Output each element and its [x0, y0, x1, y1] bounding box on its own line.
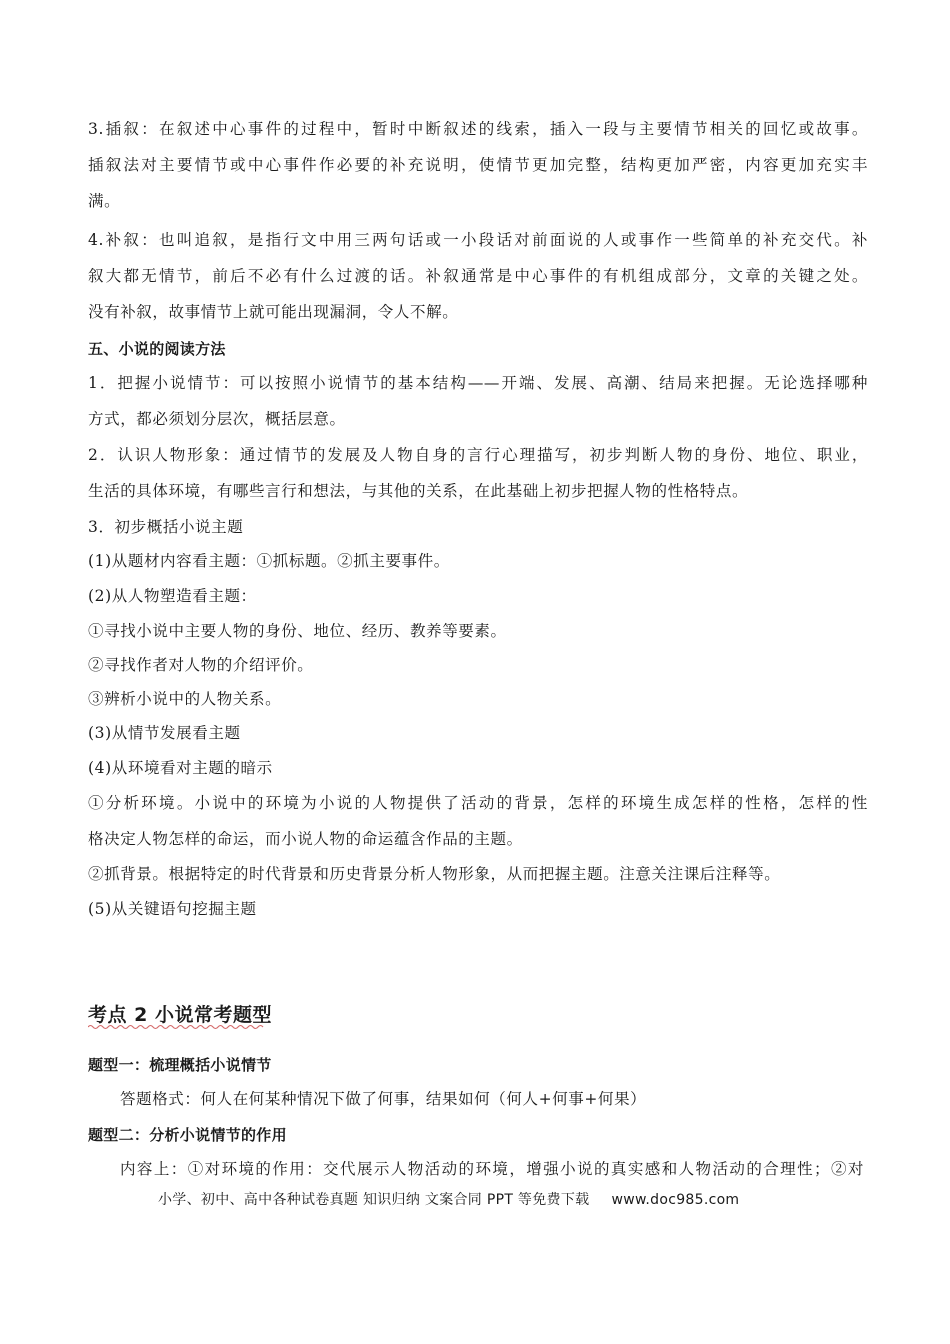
theme-sub-3: (3)从情节发展看主题 — [88, 724, 241, 742]
theme-sub-4a-line-1: ①分析环境。小说中的环境为小说的人物提供了活动的背景，怎样的环境生成怎样的性格，怎样的性 — [88, 794, 868, 812]
question-type-2-content: 内容上：①对环境的作用：交代展示人物活动的环境，增强小说的真实感和人物活动的合理性；②对 — [120, 1160, 864, 1178]
paragraph-chaxu-line-1: 3.插叙：在叙述中心事件的过程中，暂时中断叙述的线索，插入一段与主要情节相关的回忆或故事。 — [88, 120, 868, 138]
method-1-line-1: 1．把握小说情节：可以按照小说情节的基本结构——开端、发展、高潮、结局来把握。无论选择哪种 — [88, 374, 868, 392]
footer-url[interactable]: www.doc985.com — [611, 1192, 740, 1208]
footer-text: 小学、初中、高中各种试卷真题 知识归纳 文案合同 PPT 等免费下载 — [158, 1192, 590, 1208]
theme-sub-4: (4)从环境看对主题的暗示 — [88, 759, 273, 777]
theme-sub-4a-line-2: 格决定人物怎样的命运，而小说人物的命运蕴含作品的主题。 — [88, 830, 523, 848]
paragraph-buxu-line-1: 4.补叙：也叫追叙，是指行文中用三两句话或一小段话对前面说的人或事作一些简单的补充交代。补 — [88, 231, 868, 249]
kaodian-2-heading: 考点 2 小说常考题型 — [88, 1004, 272, 1026]
theme-sub-2: (2)从人物塑造看主题： — [88, 587, 257, 605]
theme-sub-2c: ③辨析小说中的人物关系。 — [88, 690, 282, 708]
page-footer — [158, 1190, 739, 1210]
question-type-1-answer-format: 答题格式：何人在何某种情况下做了何事，结果如何（何人+何事+何果） — [120, 1090, 647, 1108]
paragraph-buxu-line-3: 没有补叙，故事情节上就可能出现漏洞，令人不解。 — [88, 303, 459, 321]
section-heading-reading-methods: 五、小说的阅读方法 — [88, 340, 226, 358]
theme-sub-5: (5)从关键语句挖掘主题 — [88, 900, 257, 918]
theme-sub-1: (1)从题材内容看主题：①抓标题。②抓主要事件。 — [88, 552, 450, 570]
wavy-underline — [88, 1024, 264, 1030]
method-1-line-2: 方式，都必须划分层次，概括层意。 — [88, 410, 346, 428]
question-type-2-heading: 题型二：分析小说情节的作用 — [88, 1126, 287, 1144]
paragraph-buxu-line-2: 叙大都无情节，前后不必有什么过渡的话。补叙通常是中心事件的有机组成部分，文章的关键之处。 — [88, 267, 868, 285]
theme-sub-2a: ①寻找小说中主要人物的身份、地位、经历、教养等要素。 — [88, 622, 507, 640]
paragraph-chaxu-line-2: 插叙法对主要情节或中心事件作必要的补充说明，使情节更加完整，结构更加严密，内容更加充实丰 — [88, 156, 868, 174]
theme-sub-4b: ②抓背景。根据特定的时代背景和历史背景分析人物形象，从而把握主题。注意关注课后注释等。 — [88, 865, 781, 883]
question-type-1-heading: 题型一：梳理概括小说情节 — [88, 1056, 272, 1074]
method-2-line-2: 生活的具体环境，有哪些言行和想法，与其他的关系，在此基础上初步把握人物的性格特点。 — [88, 482, 749, 500]
paragraph-chaxu-line-3: 满。 — [88, 192, 121, 210]
method-2-line-1: 2．认识人物形象：通过情节的发展及人物自身的言行心理描写，初步判断人物的身份、地位、职业， — [88, 446, 868, 464]
method-3-title: 3．初步概括小说主题 — [88, 518, 244, 536]
theme-sub-2b: ②寻找作者对人物的介绍评价。 — [88, 656, 314, 674]
